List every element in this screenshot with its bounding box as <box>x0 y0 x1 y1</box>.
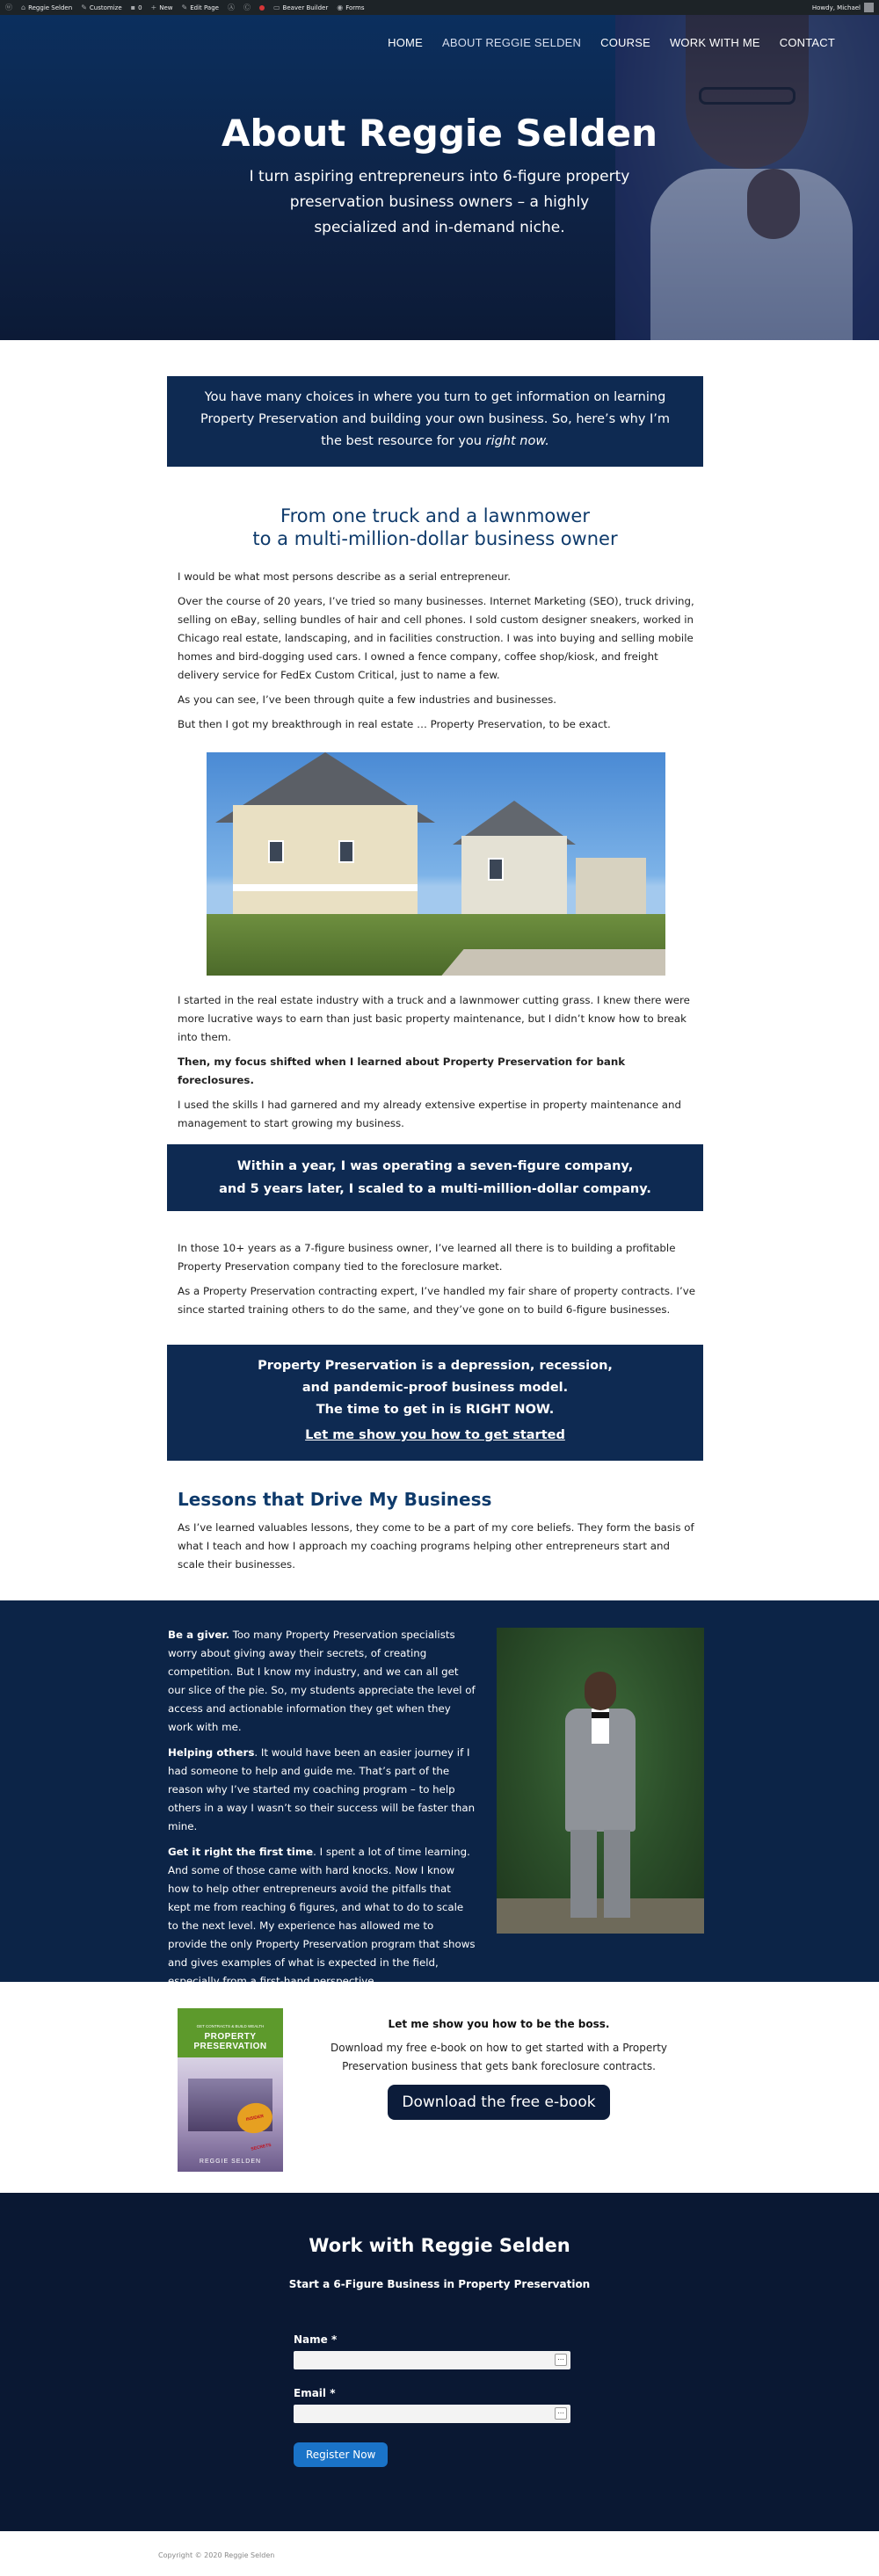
admin-new[interactable]: + New <box>150 4 173 11</box>
ebook-text: Download my free e-book on how to get started with a Property Preservation business that gets bank foreclosure contracts. <box>330 2042 668 2072</box>
hero-subtitle: I turn aspiring entrepreneurs into 6-figure property preservation business owners – a highly specialized and in-demand niche. <box>249 168 630 236</box>
copyright: Copyright © 2020 Reggie Selden <box>158 2551 275 2559</box>
lessons-heading: Lessons that Drive My Business <box>178 1489 492 1510</box>
password-manager-icon[interactable]: ⋯ <box>555 2354 567 2366</box>
admin-bar <box>0 0 879 15</box>
password-manager-icon[interactable]: ⋯ <box>555 2407 567 2420</box>
seo-icon: Ⓐ <box>227 4 235 11</box>
ebook-cta <box>299 2018 699 2120</box>
paragraph: As you can see, I’ve been through quite a few industries and businesses. <box>178 693 556 706</box>
experience-paragraphs <box>178 1239 696 1319</box>
paragraph: I started in the real estate industry with a truck and a lawnmower cutting grass. I knew there were more lucrative ways to earn than just basic property maintenance, but I didn’t know how to break into them. <box>178 994 690 1043</box>
name-label: Name * <box>294 2333 338 2346</box>
admin-seo[interactable] <box>228 3 235 12</box>
download-ebook-button[interactable]: Download the free e-book <box>388 2085 609 2120</box>
nav-contact[interactable]: CONTACT <box>779 36 835 49</box>
admin-status[interactable] <box>259 5 265 11</box>
lesson-item: Be a giver. Too many Property Preservation specialists worry about giving away their secrets, of creating competition. But I know my industry, and we can all get our slice of the pie. So, my students appreciate the level of access and actionable information they get when they work with me. <box>168 1629 476 1733</box>
admin-beaver-builder[interactable]: ▭ Beaver Builder <box>272 4 329 11</box>
nav-home[interactable]: HOME <box>388 36 423 49</box>
hero-section <box>0 15 879 340</box>
email-field-wrap <box>294 2405 570 2423</box>
admin-cache[interactable] <box>243 3 251 12</box>
paragraph: In those 10+ years as a 7-figure business owner, I’ve learned all there is to building a profitable Property Preservation company tied to the foreclosure market. <box>178 1242 676 1273</box>
home-icon: ⌂ <box>21 4 26 11</box>
register-now-button[interactable]: Register Now <box>294 2442 388 2467</box>
email-field[interactable] <box>294 2406 570 2425</box>
cta-box: Property Preservation is a depression, recession, and pandemic-proof business model. The time to get in is RIGHT NOW. Let me show you how to get started <box>167 1345 703 1461</box>
main-nav <box>388 36 835 49</box>
admin-edit-page[interactable]: ✎ Edit Page <box>181 4 219 11</box>
section-heading: From one truck and a lawnmower to a multi-million-dollar business owner <box>252 505 618 549</box>
paragraph: Over the course of 20 years, I’ve tried so many businesses. Internet Marketing (SEO), truck driving, selling on eBay, selling bundles of hair and cell phones. I sold custom designer sneakers, worked in Chicago real estate, landscaping, and in facilities construction. I was into buying and selling mobile homes and bird-dogging used cars. I owned a fence company, coffee shop/kiosk, and freight delivery service for FedEx Custom Critical, just to name a few. <box>178 595 694 681</box>
nav-about[interactable]: ABOUT REGGIE SELDEN <box>441 36 582 49</box>
plus-icon: + <box>150 4 157 11</box>
lessons-intro: As I’ve learned valuables lessons, they come to be a part of my core beliefs. They form the basis of what I teach and how I approach my coaching programs helping other entrepreneurs start and scale their businesses. <box>178 1521 694 1571</box>
admin-account[interactable]: Howdy, Michael <box>812 3 874 12</box>
milestone-box: Within a year, I was operating a seven-figure company, and 5 years later, I scaled to a multi-million-dollar company. <box>167 1144 703 1211</box>
name-field-wrap <box>294 2351 570 2369</box>
admin-forms[interactable]: ◉ Forms <box>337 4 365 11</box>
status-dot-icon <box>259 5 265 11</box>
ebook-cover[interactable]: GET CONTRACTS & BUILD WEALTH PROPERTY PRESERVATION INSIDER SECRETS REGGIE SELDEN <box>178 2008 283 2172</box>
email-label: Email * <box>294 2387 336 2399</box>
name-field[interactable] <box>294 2353 570 2371</box>
register-form <box>294 2333 570 2467</box>
cache-icon: Ⓒ <box>243 4 251 11</box>
intro-box: You have many choices in where you turn to get information on learning Property Preservation and building your own business. So, here’s why I’m the best resource for you right now. <box>167 376 703 467</box>
paragraph: As a Property Preservation contracting expert, I’ve handled my fair share of property contracts. I’ve since started training others to do the same, and they’ve gone on to build 6-figure businesses. <box>178 1285 695 1316</box>
paragraph: Then, my focus shifted when I learned about Property Preservation for bank foreclosures. <box>178 1056 626 1086</box>
story-paragraphs-2 <box>178 991 696 1133</box>
nav-course[interactable]: COURSE <box>600 36 650 49</box>
admin-wp-logo[interactable] <box>5 3 12 12</box>
hero-portrait <box>615 15 879 340</box>
nav-work-with-me[interactable]: WORK WITH ME <box>669 36 760 49</box>
lesson-item: Helping others. It would have been an easier journey if I had someone to help and guide me. That’s part of the reason why I’ve started my coaching program – to help others in a way I wasn’t so their success will be faster than mine. <box>168 1746 476 1832</box>
pencil-icon: ✎ <box>181 4 188 11</box>
forms-icon: ◉ <box>337 4 344 11</box>
work-with-subtitle: Start a 6-Figure Business in Property Preservation <box>288 2278 591 2290</box>
paragraph: I would be what most persons describe as a serial entrepreneur. <box>178 570 512 583</box>
work-with-title: Work with Reggie Selden <box>309 2235 570 2256</box>
wordpress-icon: ⓦ <box>5 4 12 11</box>
get-started-link[interactable]: Let me show you how to get started <box>305 1428 565 1442</box>
brush-icon: ✎ <box>81 4 87 11</box>
reggie-suit-photo <box>497 1628 704 1934</box>
page-title: About Reggie Selden <box>221 112 658 155</box>
admin-customize[interactable]: ✎ Customize <box>81 4 122 11</box>
lesson-item: Get it right the first time. I spent a lot of time learning. And some of those came with hard knocks. Now I know how to help other entrepreneurs avoid the pitfalls that kept me from reaching 6 figures, and what to do to scale to the next level. My experience has allowed me to provide the only Property Preservation program that shows and gives examples of what is expected in the field, especially from a first-hand perspective. <box>168 1846 476 1987</box>
comment-icon: ▪ <box>130 4 136 11</box>
builder-icon: ▭ <box>272 4 280 11</box>
lessons-list <box>168 1626 476 1998</box>
paragraph: I used the skills I had garnered and my already extensive expertise in property maintenance and management to start growing my business. <box>178 1099 681 1129</box>
story-paragraphs <box>178 568 696 734</box>
avatar <box>864 3 874 12</box>
insider-secrets-stamp: INSIDER SECRETS <box>235 2100 275 2137</box>
ebook-heading: Let me show you how to be the boss. <box>388 2018 610 2030</box>
admin-comments[interactable]: ▪ 0 <box>130 4 142 11</box>
houses-image <box>207 752 665 976</box>
paragraph: But then I got my breakthrough in real estate … Property Preservation, to be exact. <box>178 718 611 730</box>
admin-site-name[interactable]: ⌂ Reggie Selden <box>21 4 73 11</box>
